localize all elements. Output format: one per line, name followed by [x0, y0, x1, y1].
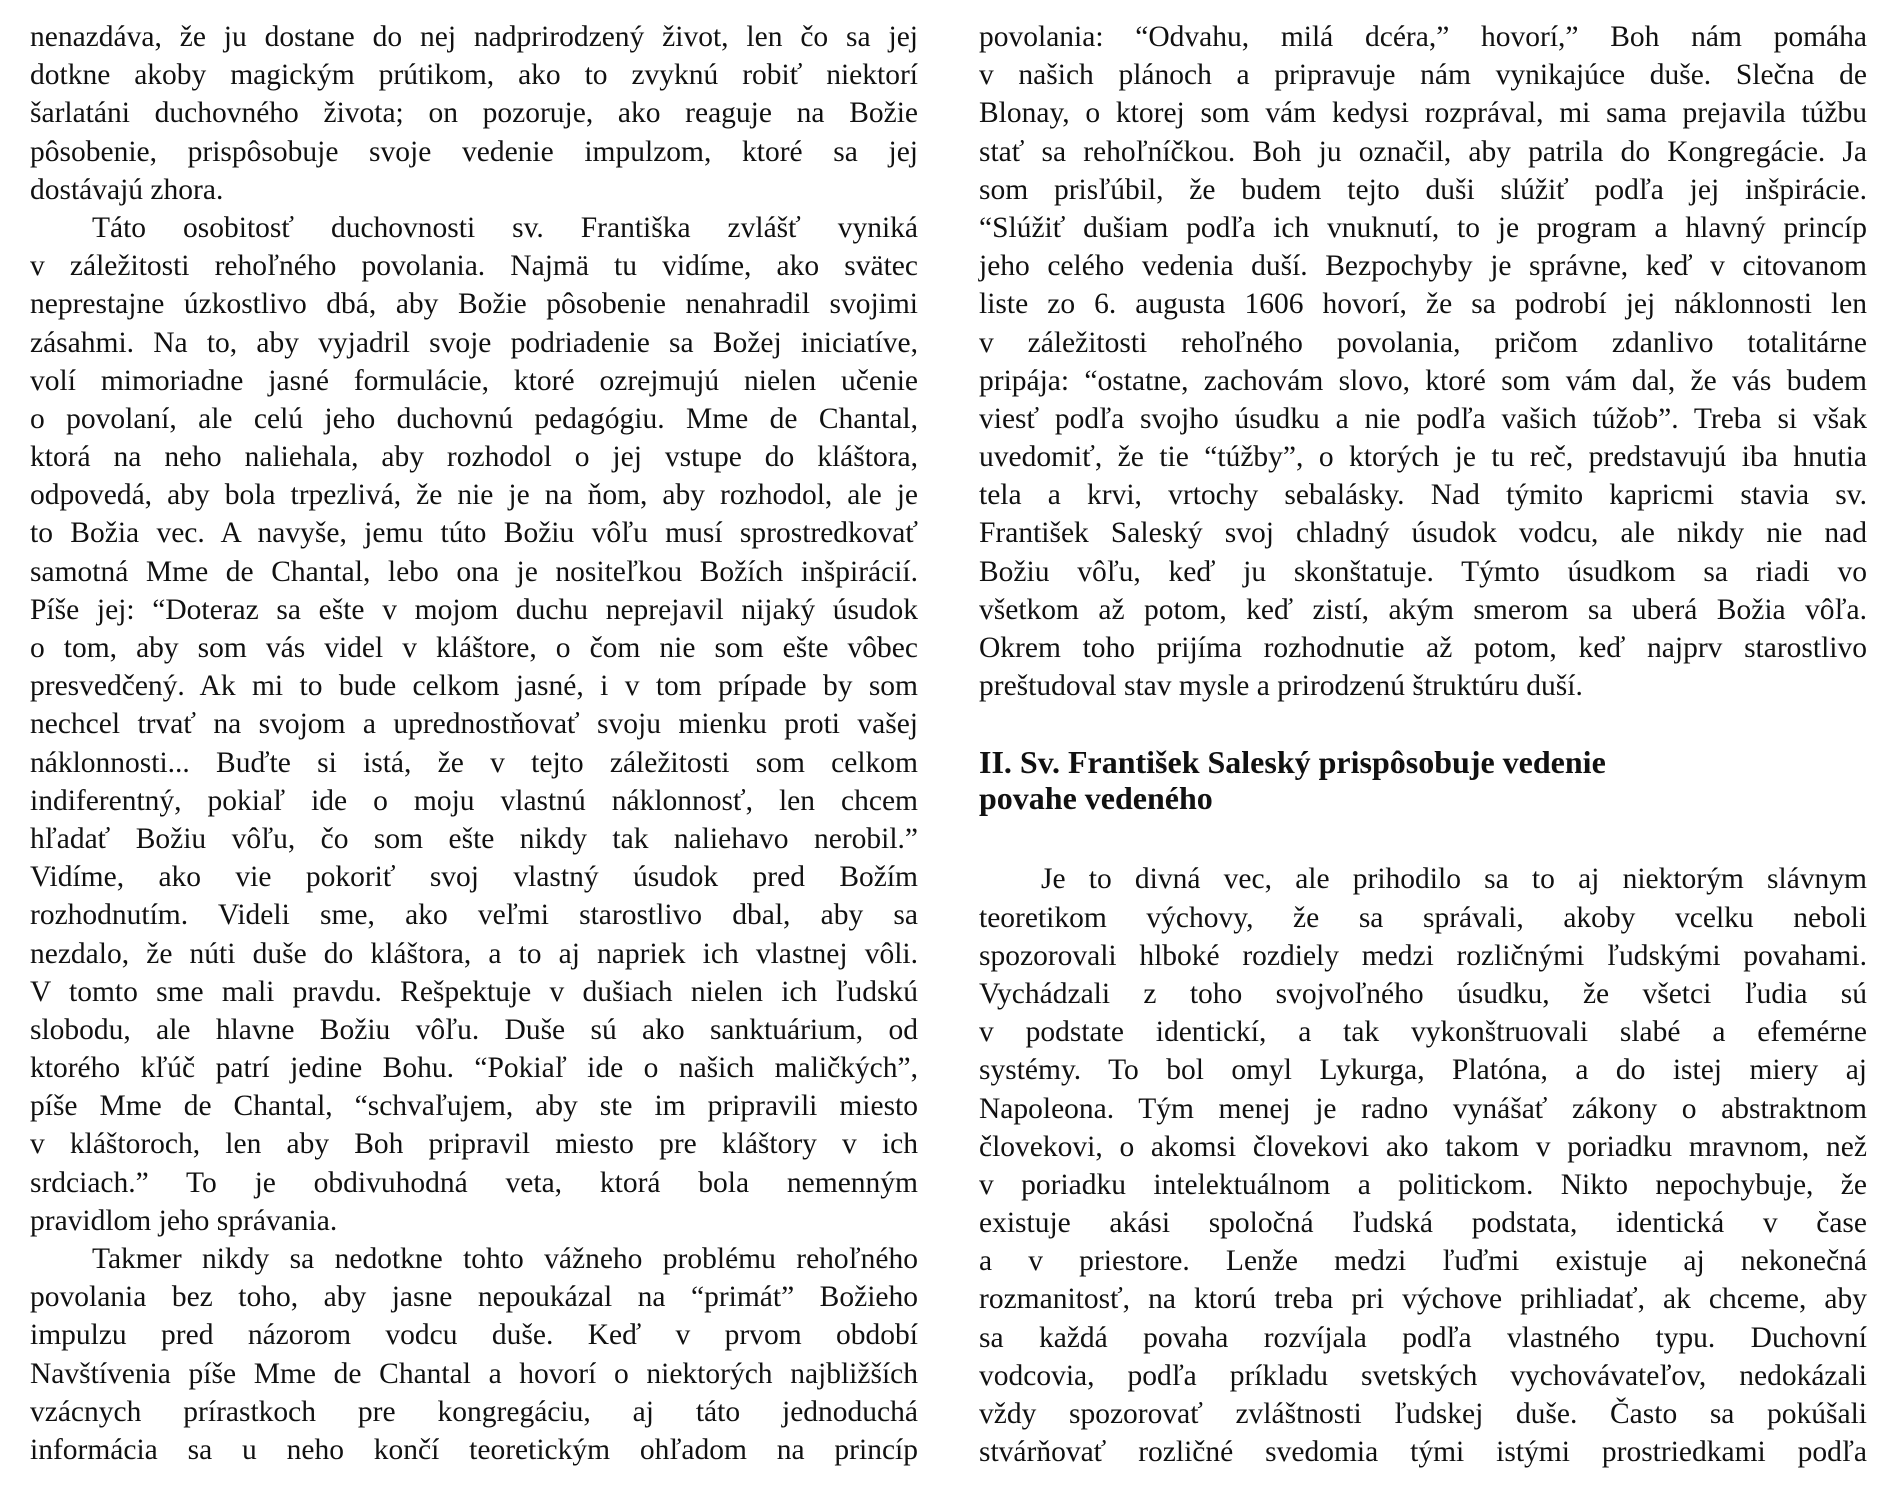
text-line: impulzu pred názorom vodcu duše. Keď v prvom období [30, 1319, 918, 1352]
text-line: v kláštoroch, len aby Boh pripravil miesto pre kláštory v ich [30, 1128, 918, 1161]
text-line: indiferentný, pokiaľ ide o moju vlastnú náklonnosť, len chcem [30, 784, 918, 817]
text-line: ktorá na neho naliehala, aby rozhodol o jej vstupe do kláštora, [30, 441, 918, 474]
text-line: dotkne akoby magickým prútikom, ako to zvyknú robiť niektorí [30, 59, 918, 92]
paragraph [30, 1240, 918, 1469]
text-line: existuje akási spoločná ľudská podstata, identická v čase [979, 1207, 1867, 1240]
text-line: viesť podľa svojho úsudku a nie podľa vašich túžob”. Treba si však [979, 402, 1867, 435]
paragraph [30, 209, 918, 1240]
text-line: pripája: “ostatne, zachovám slovo, ktoré som vám dal, že vás budem [979, 364, 1867, 397]
text-line: Napoleona. Tým menej je radno vynášať zákony o abstraktnom [979, 1092, 1867, 1125]
text-line: nenazdáva, že ju dostane do nej nadprirodzený život, len čo sa jej [30, 21, 918, 53]
text-line: rozhodnutím. Videli sme, ako veľmi starostlivo dbal, aby sa [30, 899, 918, 932]
text-line: vodcovia, podľa príkladu svetských vychovávateľov, nedokázali [979, 1359, 1867, 1392]
text-line: nezdalo, že núti duše do kláštora, a to aj napriek ich vlastnej vôli. [30, 937, 918, 970]
text-line: a v priestore. Lenže medzi ľuďmi existuje aj nekonečná [979, 1245, 1867, 1278]
text-line: dostávajú zhora. [30, 173, 224, 206]
text-line: systémy. To bol omyl Lykurga, Platóna, a do istej miery aj [979, 1054, 1867, 1087]
text-line: Okrem toho prijíma rozhodnutie až potom, keď najprv starostlivo [979, 632, 1867, 664]
text-line: stať sa rehoľníčkou. Boh ju označil, aby patrila do Kongregácie. Ja [979, 135, 1867, 168]
text-line: Vidíme, ako vie pokoriť svoj vlastný úsudok pred Božím [30, 861, 918, 894]
text-line: neprestajne úzkostlivo dbá, aby Božie pôsobenie nenahradil svojimi [30, 288, 918, 321]
text-line: Táto osobitosť duchovnosti sv. Františka zvlášť vyniká [92, 211, 918, 244]
text-line: v podstate identickí, a tak vykonštruovali slabé a efemérne [979, 1016, 1867, 1049]
text-line: všetkom až potom, keď zistí, akým smerom sa uberá Božia vôľa. [979, 593, 1867, 626]
text-line: ktorého kľúč patrí jedine Bohu. “Pokiaľ ide o našich maličkých”, [30, 1052, 918, 1085]
heading-line: povahe vedeného [979, 780, 1213, 817]
text-line: Vychádzali z toho svojvoľného úsudku, že všetci ľudia sú [979, 977, 1867, 1010]
text-line: píše Mme de Chantal, “schvaľujem, aby ste im pripravili miesto [30, 1090, 918, 1123]
text-line: V tomto sme mali pravdu. Rešpektuje v dušiach nielen ich ľudskú [30, 975, 918, 1008]
text-line: Takmer nikdy sa nedotkne tohto vážneho problému rehoľného [92, 1243, 918, 1275]
text-line: tela a krvi, vrtochy sebalásky. Nad týmito kapricmi stavia sv. [979, 479, 1867, 512]
text-line: som prisľúbil, že budem tejto duši slúžiť podľa jej inšpirácie. [979, 173, 1867, 206]
paragraph [979, 18, 1867, 705]
text-line: povolania bez toho, aby jasne nepoukázal na “primát” Božieho [30, 1281, 918, 1314]
text-line: jeho celého vedenia duší. Bezpochyby je správne, keď v citovanom [979, 250, 1867, 283]
text-line: človekovi, o akomsi človekovi ako takom v poriadku mravnom, než [979, 1130, 1867, 1163]
right-text-column [979, 18, 1867, 1471]
text-line: vždy spozorovať zvláštnosti ľudskej duše. Často sa pokúšali [979, 1398, 1867, 1430]
text-line: srdciach.” To je obdivuhodná veta, ktorá bola nemenným [30, 1166, 918, 1199]
text-line: v záležitosti rehoľného povolania. Najmä tu vidíme, ako svätec [30, 250, 918, 283]
section-heading [979, 744, 1867, 816]
text-line: informácia sa u neho končí teoretickým ohľadom na princíp [30, 1433, 918, 1466]
text-line: šarlatáni duchovného života; on pozoruje, ako reaguje na Božie [30, 97, 918, 130]
text-line: František Saleský svoj chladný úsudok vodcu, ale nikdy nie nad [979, 517, 1867, 550]
text-line: nechcel trvať na svojom a uprednostňovať svoju mienku proti vašej [30, 708, 918, 741]
text-line: Je to divná vec, ale prihodilo sa to aj niektorým slávnym [1041, 863, 1867, 896]
text-line: liste zo 6. augusta 1606 hovorí, že sa podrobí jej náklonnosti len [979, 288, 1867, 321]
text-line: slobodu, ale hlavne Božiu vôľu. Duše sú ako sanktuárium, od [30, 1013, 918, 1046]
text-line: Božiu vôľu, keď ju skonštatuje. Týmto úsudkom sa riadi vo [979, 555, 1867, 588]
text-line: volí mimoriadne jasné formulácie, ktoré ozrejmujú nielen učenie [30, 364, 918, 397]
text-line: uvedomiť, že tie “túžby”, o ktorých je tu reč, predstavujú iba hnutia [979, 441, 1867, 474]
text-line: v našich plánoch a pripravuje nám vynikajúce duše. Slečna de [979, 59, 1867, 92]
text-line: hľadať Božiu vôľu, čo som ešte nikdy tak naliehavo nerobil.” [30, 822, 918, 855]
text-line: preštudoval stav mysle a prirodzenú štruktúru duší. [979, 670, 1583, 703]
text-line: to Božia vec. A navyše, jemu túto Božiu vôľu musí sprostredkovať [30, 517, 918, 550]
text-line: “Slúžiť dušiam podľa ich vnuknutí, to je program a hlavný princíp [979, 211, 1867, 244]
text-line: zásahmi. Na to, aby vyjadril svoje podriadenie sa Božej iniciatíve, [30, 326, 918, 359]
text-line: odpovedá, aby bola trpezlivá, že nie je na ňom, aby rozhodol, ale je [30, 479, 918, 512]
text-line: sa každá povaha rozvíjala podľa vlastného typu. Duchovní [979, 1321, 1867, 1354]
paragraph [30, 18, 918, 209]
paragraph [979, 860, 1867, 1471]
text-line: v záležitosti rehoľného povolania, pričom zdanlivo totalitárne [979, 326, 1867, 359]
text-line: v poriadku intelektuálnom a politickom. Nikto nepochybuje, že [979, 1168, 1867, 1201]
text-line: náklonnosti... Buďte si istá, že v tejto záležitosti som celkom [30, 746, 918, 779]
text-line: o povolaní, ale celú jeho duchovnú pedagógiu. Mme de Chantal, [30, 402, 918, 435]
text-line: spozorovali hlboké rozdiely medzi rozličnými ľudskými povahami. [979, 939, 1867, 972]
text-line: povolania: “Odvahu, milá dcéra,” hovorí,” Boh nám pomáha [979, 21, 1867, 53]
heading-line: II. Sv. František Saleský prispôsobuje vedenie [979, 744, 1606, 781]
text-line: stvárňovať rozličné svedomia tými istými prostriedkami podľa [979, 1436, 1867, 1469]
text-line: pôsobenie, prispôsobuje svoje vedenie impulzom, ktoré sa jej [30, 135, 918, 168]
text-line: pravidlom jeho správania. [30, 1204, 338, 1237]
text-line: presvedčený. Ak mi to bude celkom jasné, i v tom prípade by som [30, 670, 918, 703]
text-line: Blonay, o ktorej som vám kedysi rozprával, mi sama prejavila túžbu [979, 97, 1867, 130]
text-line: teoretikom výchovy, že sa správali, akoby vcelku neboli [979, 901, 1867, 934]
text-line: Píše jej: “Doteraz sa ešte v mojom duchu neprejavil nijaký úsudok [30, 593, 918, 626]
text-line: samotná Mme de Chantal, lebo ona je nositeľkou Božích inšpirácií. [30, 555, 918, 588]
text-line: Navštívenia píše Mme de Chantal a hovorí o niektorých najbližších [30, 1357, 918, 1390]
text-line: vzácnych prírastkoch pre kongregáciu, aj táto jednoduchá [30, 1395, 918, 1428]
left-text-column [30, 18, 918, 1469]
text-line: rozmanitosť, na ktorú treba pri výchove prihliadať, ak chceme, aby [979, 1283, 1867, 1316]
text-line: o tom, aby som vás videl v kláštore, o čom nie som ešte vôbec [30, 632, 918, 664]
